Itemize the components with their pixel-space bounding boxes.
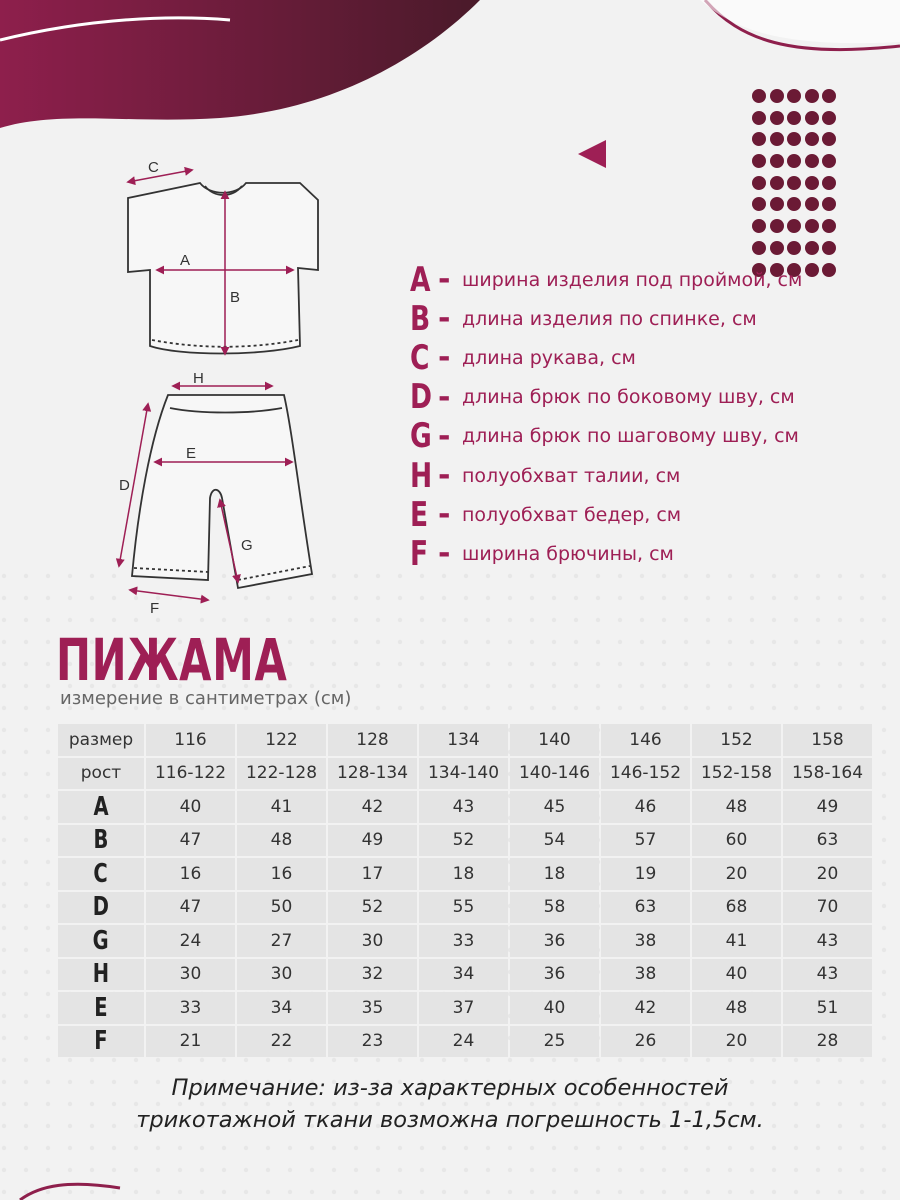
legend-text: полуобхват талии, см — [462, 464, 681, 487]
table-row — [58, 858, 872, 890]
value-cell: 18 — [419, 858, 508, 890]
size-cell: 128 — [328, 724, 417, 756]
table-row — [58, 992, 872, 1024]
value-cell: 41 — [692, 925, 781, 957]
value-cell: 48 — [237, 825, 326, 857]
value-cell: 19 — [601, 858, 690, 890]
value-cell: 42 — [601, 992, 690, 1024]
row-letter: B — [58, 825, 144, 857]
value-cell: 70 — [783, 892, 872, 924]
height-cell: 134-140 — [419, 758, 508, 790]
legend-item: E - полуобхват бедер, см — [410, 494, 682, 535]
value-cell: 48 — [692, 992, 781, 1024]
row-letter: H — [58, 959, 144, 991]
value-cell: 55 — [419, 892, 508, 924]
value-cell: 20 — [692, 1026, 781, 1058]
value-cell: 63 — [601, 892, 690, 924]
row-letter: A — [58, 791, 144, 823]
value-cell: 58 — [510, 892, 599, 924]
pants-outline — [132, 395, 312, 588]
diagram-label-f: F — [150, 600, 160, 617]
dot-grid-decoration — [752, 89, 844, 284]
legend-letter: F — [410, 533, 429, 574]
table-row — [58, 959, 872, 991]
value-cell: 36 — [510, 959, 599, 991]
value-cell: 34 — [419, 959, 508, 991]
value-cell: 57 — [601, 825, 690, 857]
height-cell: 146-152 — [601, 758, 690, 790]
legend-item: H - полуобхват талии, см — [410, 455, 681, 496]
legend-letter: D — [410, 377, 433, 418]
size-label: размер — [58, 724, 144, 756]
diagram-label-d: D — [119, 477, 130, 494]
legend-text: длина брюк по боковому шву, см — [462, 386, 795, 409]
value-cell: 26 — [601, 1026, 690, 1058]
value-cell: 33 — [146, 992, 235, 1024]
legend-item: A - ширина изделия под проймой, см — [410, 259, 803, 300]
value-cell: 17 — [328, 858, 417, 890]
row-letter: D — [58, 892, 144, 924]
diagram-label-c: C — [148, 159, 159, 176]
diagram-label-a: A — [180, 252, 191, 269]
legend-letter: E — [410, 494, 429, 535]
table-row — [58, 892, 872, 924]
height-cell: 128-134 — [328, 758, 417, 790]
legend-letter: C — [410, 337, 430, 378]
size-cell: 158 — [783, 724, 872, 756]
value-cell: 42 — [328, 791, 417, 823]
value-cell: 49 — [783, 791, 872, 823]
legend-text: ширина изделия под проймой, см — [462, 268, 803, 291]
value-cell: 20 — [783, 858, 872, 890]
value-cell: 68 — [692, 892, 781, 924]
page-title: ПИЖАМА — [56, 626, 288, 694]
legend-text: полуобхват бедер, см — [462, 503, 682, 526]
row-letter: E — [58, 992, 144, 1024]
value-cell: 46 — [601, 791, 690, 823]
value-cell: 36 — [510, 925, 599, 957]
size-cell: 122 — [237, 724, 326, 756]
size-cell: 140 — [510, 724, 599, 756]
garment-diagram — [100, 150, 340, 620]
value-cell: 20 — [692, 858, 781, 890]
value-cell: 43 — [783, 959, 872, 991]
value-cell: 41 — [237, 791, 326, 823]
diagram-label-h: H — [193, 370, 204, 387]
table-row — [58, 925, 872, 957]
value-cell: 52 — [419, 825, 508, 857]
value-cell: 47 — [146, 892, 235, 924]
value-cell: 51 — [783, 992, 872, 1024]
value-cell: 16 — [237, 858, 326, 890]
value-cell: 40 — [692, 959, 781, 991]
value-cell: 50 — [237, 892, 326, 924]
value-cell: 22 — [237, 1026, 326, 1058]
value-cell: 52 — [328, 892, 417, 924]
value-cell: 32 — [328, 959, 417, 991]
value-cell: 35 — [328, 992, 417, 1024]
diagram-label-e: E — [186, 445, 197, 462]
legend-text: длина изделия по спинке, см — [462, 307, 757, 330]
page-subtitle: измерение в сантиметрах (см) — [60, 688, 352, 709]
tshirt-outline — [128, 183, 318, 354]
value-cell: 45 — [510, 791, 599, 823]
diagram-label-b: B — [230, 289, 241, 306]
value-cell: 18 — [510, 858, 599, 890]
legend-text: длина рукава, см — [462, 346, 636, 369]
value-cell: 49 — [328, 825, 417, 857]
height-cell: 116-122 — [146, 758, 235, 790]
value-cell: 34 — [237, 992, 326, 1024]
value-cell: 43 — [783, 925, 872, 957]
table-row — [58, 1026, 872, 1058]
height-cell: 122-128 — [237, 758, 326, 790]
measurement-legend — [410, 260, 802, 574]
value-cell: 16 — [146, 858, 235, 890]
height-cell: 152-158 — [692, 758, 781, 790]
height-label: рост — [58, 758, 144, 790]
value-cell: 40 — [510, 992, 599, 1024]
value-cell: 28 — [783, 1026, 872, 1058]
value-cell: 38 — [601, 959, 690, 991]
legend-item: F - ширина брючины, см — [410, 533, 674, 574]
legend-letter: H — [410, 455, 433, 496]
value-cell: 21 — [146, 1026, 235, 1058]
legend-item: G - длина брюк по шаговому шву, см — [410, 416, 799, 457]
table-row — [58, 791, 872, 823]
value-cell: 43 — [419, 791, 508, 823]
value-cell: 24 — [419, 1026, 508, 1058]
value-cell: 24 — [146, 925, 235, 957]
value-cell: 27 — [237, 925, 326, 957]
legend-item: B - длина изделия по спинке, см — [410, 298, 757, 339]
footnote-line-1: Примечание: из-за характерных особенностей — [171, 1075, 729, 1101]
value-cell: 30 — [237, 959, 326, 991]
row-letter: G — [58, 925, 144, 957]
value-cell: 40 — [146, 791, 235, 823]
value-cell: 37 — [419, 992, 508, 1024]
legend-letter: A — [410, 259, 431, 300]
row-letter: F — [58, 1026, 144, 1058]
value-cell: 23 — [328, 1026, 417, 1058]
table-row-heights — [58, 758, 872, 790]
legend-letter: B — [410, 298, 431, 339]
height-cell: 158-164 — [783, 758, 872, 790]
triangle-icon — [578, 140, 606, 168]
size-cell: 146 — [601, 724, 690, 756]
table-row — [58, 825, 872, 857]
value-cell: 38 — [601, 925, 690, 957]
legend-item: C - длина рукава, см — [410, 337, 636, 378]
diagram-label-g: G — [241, 537, 253, 554]
value-cell: 63 — [783, 825, 872, 857]
row-letter: C — [58, 858, 144, 890]
size-table — [56, 722, 874, 1059]
size-cell: 152 — [692, 724, 781, 756]
value-cell: 30 — [328, 925, 417, 957]
size-cell: 116 — [146, 724, 235, 756]
value-cell: 25 — [510, 1026, 599, 1058]
size-cell: 134 — [419, 724, 508, 756]
height-cell: 140-146 — [510, 758, 599, 790]
footnote-line-2: трикотажной ткани возможна погрешность 1-1,5см. — [136, 1107, 764, 1133]
legend-item: D - длина брюк по боковому шву, см — [410, 377, 795, 418]
value-cell: 33 — [419, 925, 508, 957]
value-cell: 30 — [146, 959, 235, 991]
value-cell: 54 — [510, 825, 599, 857]
top-left-wave — [0, 0, 480, 128]
value-cell: 47 — [146, 825, 235, 857]
value-cell: 60 — [692, 825, 781, 857]
value-cell: 48 — [692, 791, 781, 823]
footnote — [0, 1072, 900, 1136]
legend-text: ширина брючины, см — [462, 542, 674, 565]
legend-text: длина брюк по шаговому шву, см — [462, 425, 799, 448]
legend-letter: G — [410, 416, 432, 457]
table-row-sizes — [58, 724, 872, 756]
